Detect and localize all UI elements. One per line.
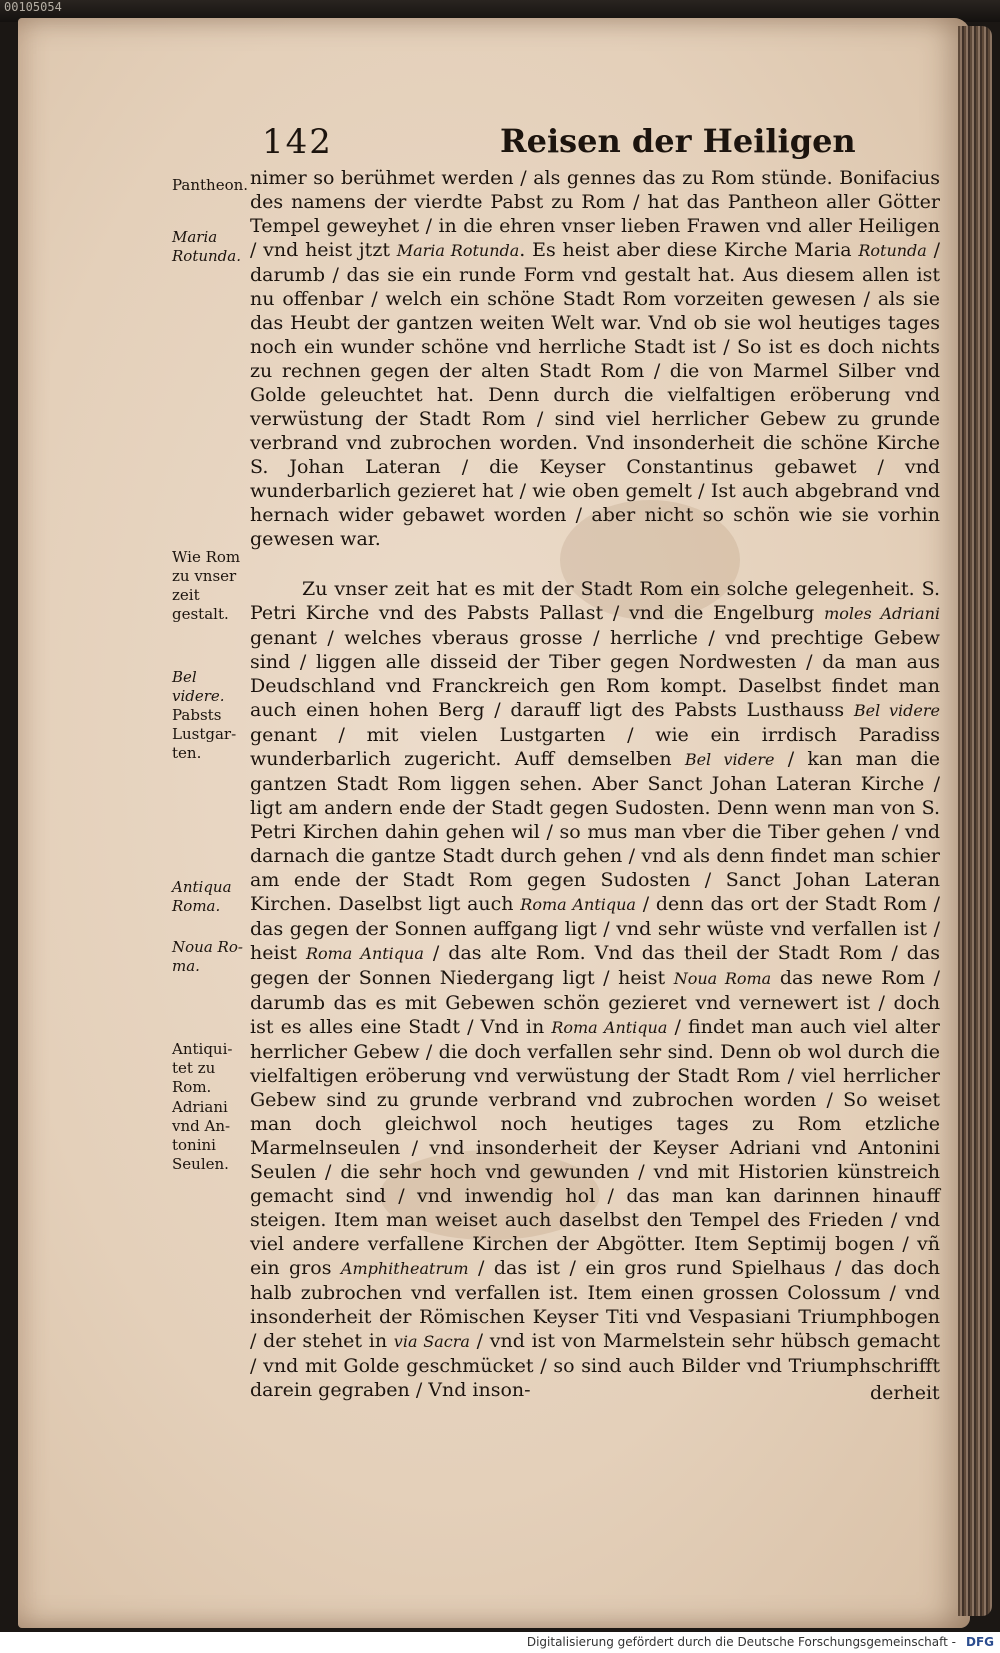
page-edge [958,26,992,1616]
text-run: / denn das ort der Stadt Rom / das gegen der Sonnen auffgang ligt / vnd sehr wüste vnd verfallen ist / heist [250,893,940,964]
text-run: / kan man die gantzen Stadt Rom liggen sehen. Aber Sanct Johan Lateran Kirche / ligt am andern ende der Stadt gegen Sudosten. Denn wenn man von S. Petri Kirchen dahin gehen wil / so mus man vber die Tiber gehen / vnd darnach die gantze Stadt durch gehen / vnd als denn findet man schier am ende der Stadt Rom gegen Sudosten / Sanct Johan Lateran Kirchen. Daselbst ligt auch [250,748,941,915]
latin-term: via Sacra [393,1332,470,1351]
latin-term: moles Adriani [824,604,940,623]
digitization-footer [0,1632,1000,1653]
body-text [250,166,940,1402]
margin-note-pabsts-lustgarten: Pabsts Lustgarten. [172,706,237,762]
text-run: / das ist / ein gros rund Spielhaus / das doch halb zubrochen vnd verfallen ist. Item einen grossen Colossum / vnd insonderheit der Römischen Keyser Titi vnd Vespasiani Triumphbogen / der stehet in [250,1257,941,1352]
text-run: / das alte Rom. Vnd das theil der Stadt Rom / das gegen der Sonnen Niedergang ligt / heist [250,942,940,989]
text-run: . Es heist aber diese Kirche Maria [519,239,859,261]
margin-note-noua-roma: Noua Roma. [172,938,243,975]
margin-note-bel-videre: Bel videre. [172,668,225,705]
latin-term: Roma Antiqua [551,1018,668,1037]
text-run: / vnd ist von Marmelstein sehr hübsch gemacht / vnd mit Golde geschmücket / so sind auch Bilder vnd Triumphschrifft darein gegraben / Vnd inson- [250,1330,940,1401]
paragraph [250,166,940,551]
latin-term: Amphitheatrum [340,1259,469,1278]
text-run: Zu vnser zeit hat es mit der Stadt Rom ein solche gelegenheit. S. Petri Kirche vnd des Pabsts Pallast / vnd die Engelburg [250,578,940,624]
text-run: / darumb / das sie ein runde Form vnd gestalt hat. Aus diesem allen ist nu offenbar / welch ein schöne Stadt Rom vorzeiten gewesen / als sie das Heubt der gantzen weiten Welt war. Vnd ob sie wol heutiges tages noch ein wunder schöne vnd herrliche Stadt ist / So ist es doch nichts zu rechnen gegen der alten Stadt Rom / die von Marmel Silber vnd Golde geleuchtet hat. Denn durch die vielfaltigen eröberung vnd verwüstung der Stadt Rom / sind viel herrlicher Gebew zu grunde verbrand vnd zubrochen worden. Vnd insonderheit die schöne Kirche S. Johan Lateran / die Keyser Constantinus gebawet / vnd wunderbarlich gezieret hat / wie oben gemelt / Ist auch abgebrand vnd hernach wider gebawet worden / aber nicht so schön wie sie vorhin gewesen war. [250,239,940,550]
dfg-logo: DFG [965,1635,994,1649]
latin-term: Noua Roma [673,969,772,988]
latin-term: Bel videre [853,701,940,720]
latin-term: Roma Antiqua [305,944,424,963]
page-number: 142 [262,122,333,162]
scan-id-label: 00105054 [4,0,62,14]
text-run: nimer so berühmet werden / als gennes das zu Rom stünde. Bonifacius des namens der vierdte Pabst zu Rom / hat das Pantheon aller Götter Tempel geweyhet / in die ehren vnser lieben Frawen vnd aller Heiligen / vnd heist jtzt [250,167,940,261]
text-run: das newe Rom / darumb das es mit Gebewen schön gezieret vnd vernewert ist / doch ist es alles eine Stadt / Vnd in [250,967,940,1038]
running-head: Reisen der Heiligen [500,122,856,160]
latin-term: Bel videre [684,750,775,769]
margin-note-maria-rotunda: Maria Rotunda. [172,228,241,265]
text-run: genant / mit vielen Lustgarten / wie ein irrdisch Paradiss wunderbarlich zugericht. Auff demselben [250,724,940,770]
catchword: derheit [870,1382,940,1404]
latin-term: Maria Rotunda [396,241,520,260]
text-run: genant / welches vberaus grosse / herrliche / vnd prechtige Gebew sind / liggen alle disseid der Tiber gegen Nordwesten / da man aus Deudschland vnd Franckreich gen Rom kompt. Daselbst findet man auch einen hohen Berg / darauff ligt des Pabsts Lusthauss [250,627,940,721]
latin-term: Roma Antiqua [520,895,636,914]
funding-notice: Digitalisierung gefördert durch die Deutsche Forschungsgemeinschaft - [526,1635,956,1649]
margin-note-antiqua-roma: Antiqua Roma. [172,878,232,915]
margin-note-antiquitet: Antiquitet zu Rom. [172,1040,233,1096]
margin-note-pantheon: Pantheon. [172,176,249,194]
margin-note-rom-zu-vnser-zeit: Wie Rom zu vnser zeit gestalt. [172,548,241,623]
latin-term: Rotunda [858,241,927,260]
paragraph [250,577,940,1402]
margin-note-adriani-antonini: Adriani vnd Antonini Seulen. [172,1098,231,1173]
text-run: / findet man auch viel alter herrlicher Gebew / die doch verfallen sehr sind. Denn ob wol durch die vielfaltigen eröberung vnd verwüstung der Stadt Rom / viel herrlicher Gebew sind zu grunde verbrand vnd zubrochen worden / So weiset man doch gleichwol noch heutiges tages zu Rom etzliche Marmelnseulen / vnd insonderheit der Keyser Adriani vnd Antonini Seulen / die sehr hoch vnd gewunden / vnd mit Historien künstreich gemacht sind / vnd inwendig hol / das man kan darinnen hinauff steigen. Item man weiset auch daselbst den Tempel des Frieden / vnd viel andere verfallene Kirchen der Abgötter. Item Septimij bogen / vñ ein gros [250,1016,940,1279]
